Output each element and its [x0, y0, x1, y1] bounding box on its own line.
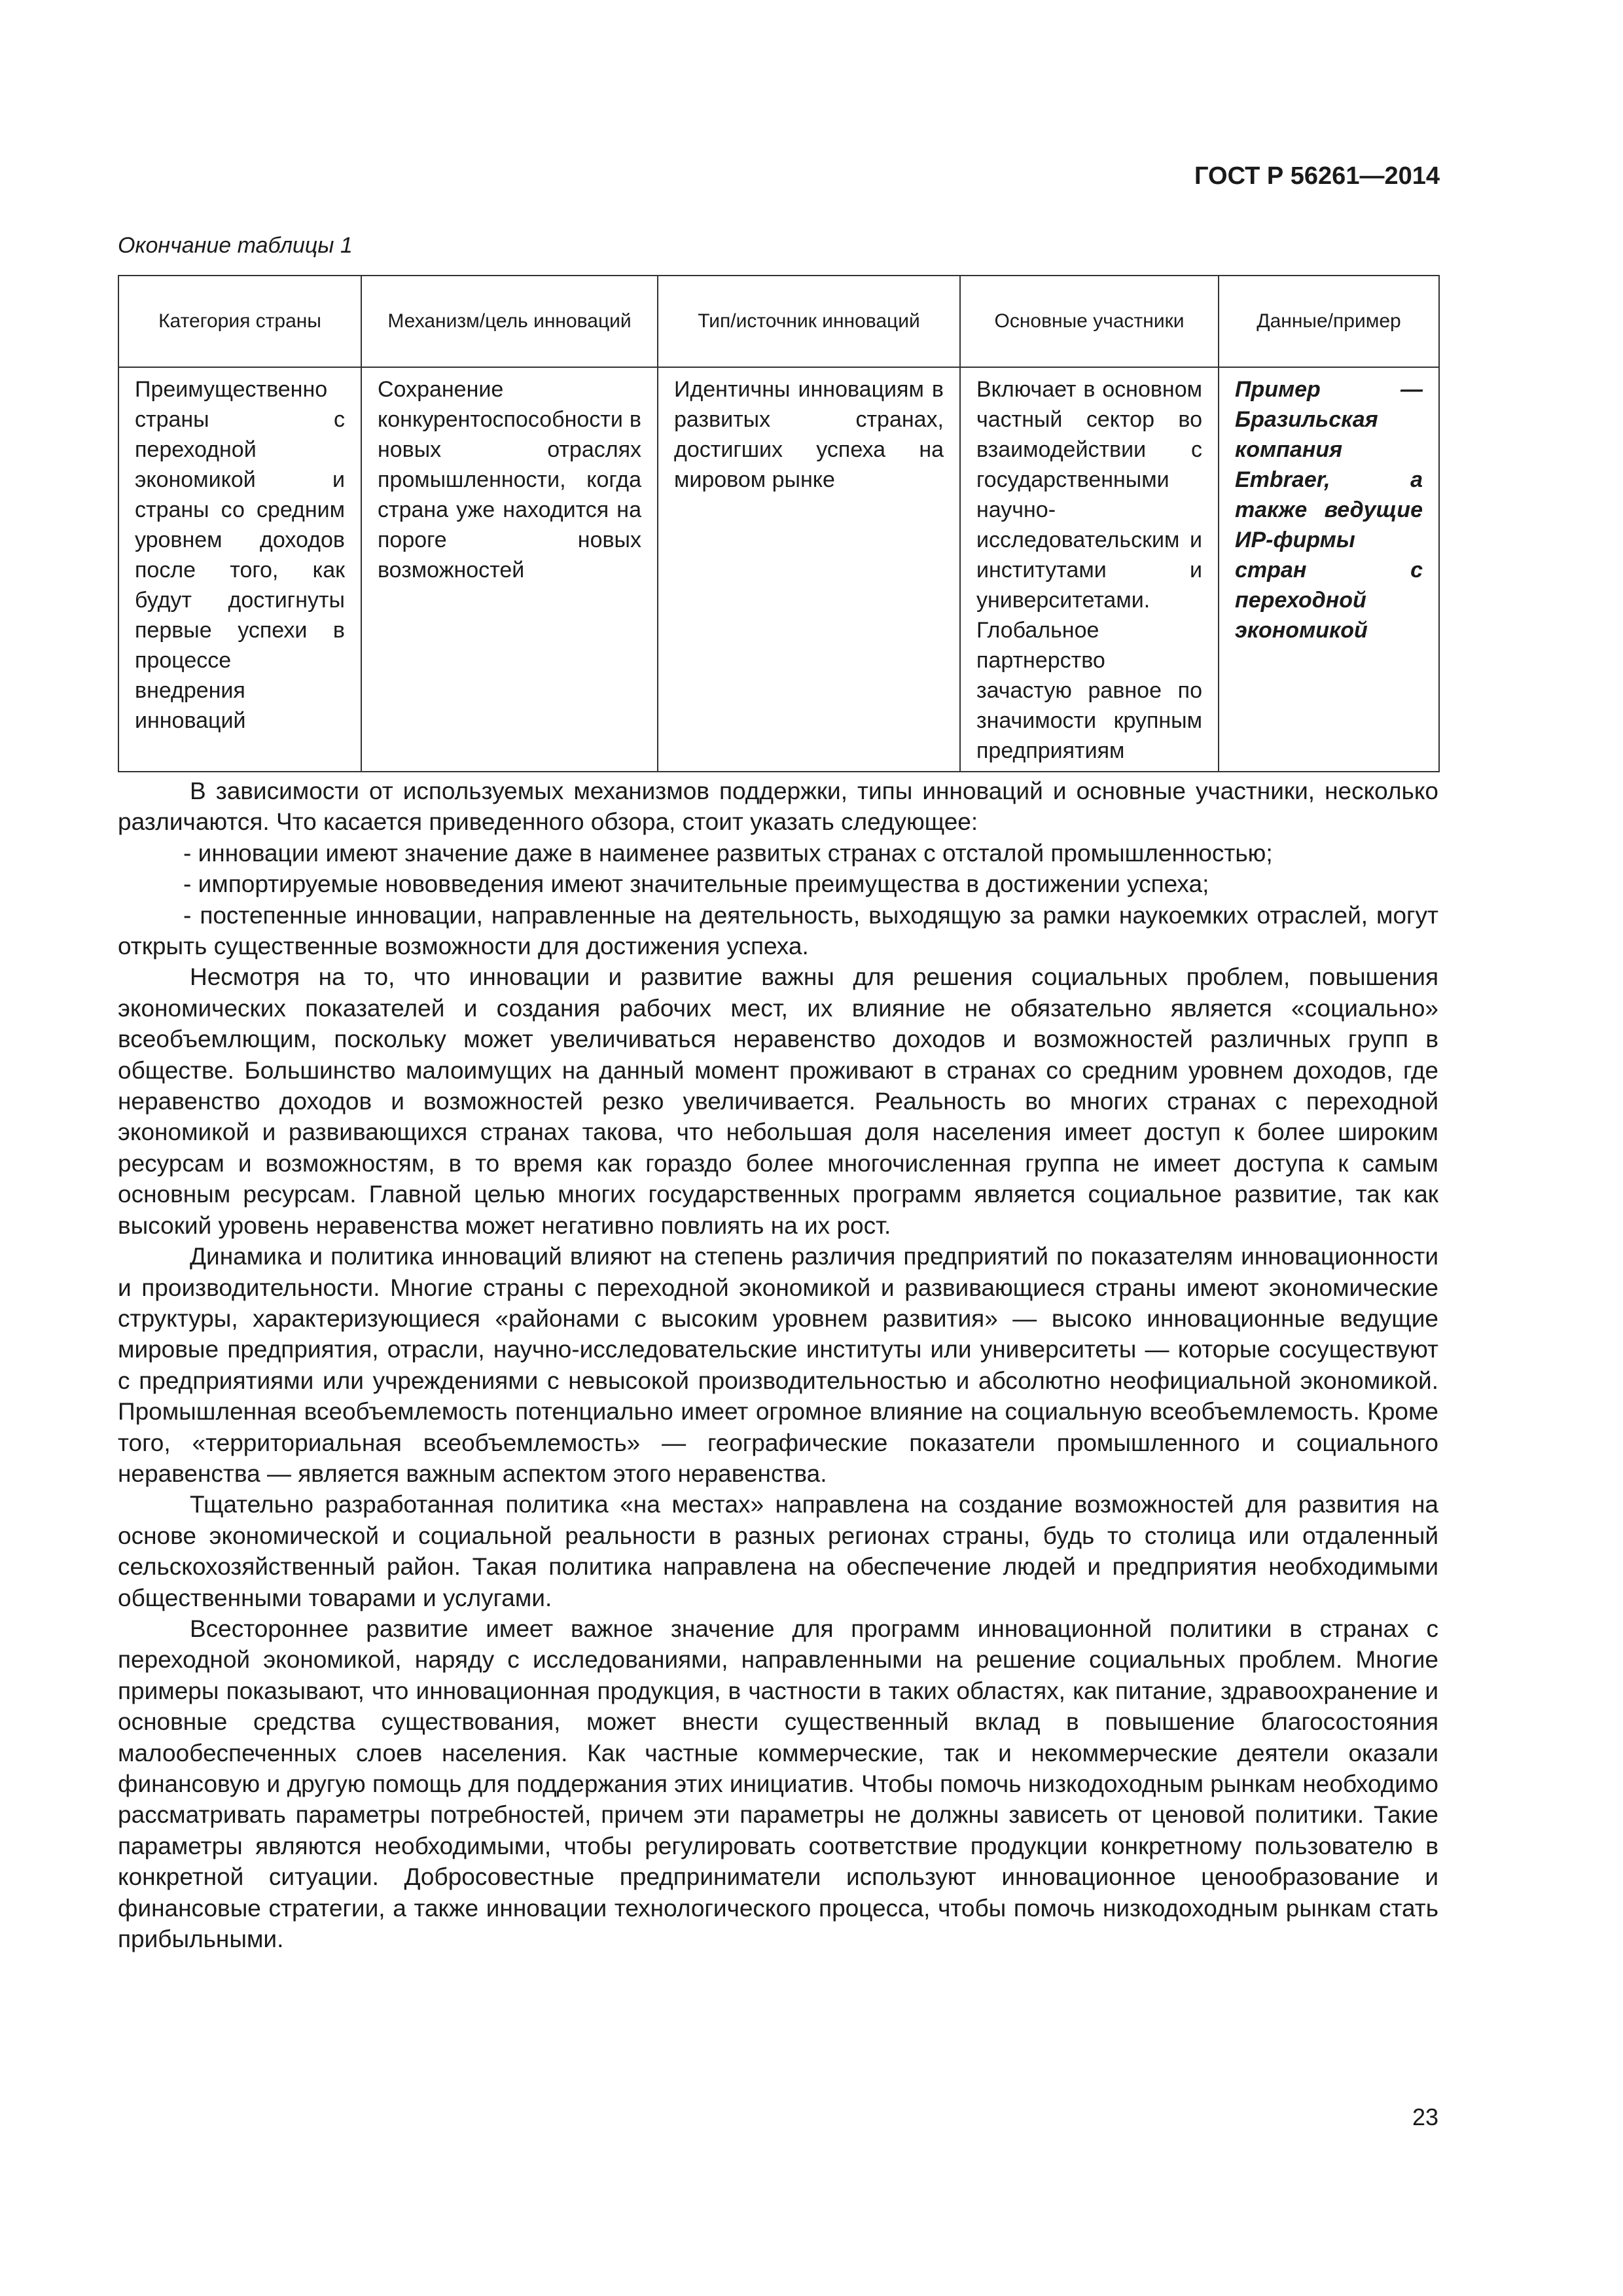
- cell-source: Идентичны инновациям в развитых странах, достигших успеха на мировом рынке: [658, 367, 960, 772]
- table-1: [118, 275, 1440, 772]
- list-item: - инновации имеют значение даже в наименее развитых странах с отсталой промышленностью;: [183, 839, 1273, 867]
- column-header-mechanism: Механизм/цель инноваций: [361, 276, 658, 367]
- paragraph-dynamics: Динамика и политика инноваций влияют на степень различия предприятий по показателям инновационности и производительности. Многие страны с переходной экономикой и развивающиеся страны имеют экономические структуры, характеризующиеся «районами с высоким уровнем развития» — высоко инновационные ведущие мировые предприятия, отрасли, научно-исследовательские институты или университеты — которые сосуществуют с предприятиями или учреждениями с невысокой производительностью и абсолютно неофициальной экономикой. Промышленная всеобъемлемость потенциально имеет огромное влияние на социальную всеобъемлемость. Кроме того, «территориальная всеобъемлемость» — географические показатели промышленного и социального неравенства — является важным аспектом этого неравенства.: [118, 1243, 1438, 1487]
- column-header-example: Данные/пример: [1219, 276, 1439, 367]
- standard-designation: ГОСТ Р 56261—2014: [1194, 162, 1440, 190]
- cell-example: Пример — Бразильская компания Embraer, а также ведущие ИР-фирмы стран с переходной экономикой: [1219, 367, 1439, 772]
- cell-country-category: Преимущественно страны с переходной экономикой и страны со средним уровнем доходов после того, как будут достигнуты первые успехи в процессе внедрения инноваций: [118, 367, 361, 772]
- column-header-participants: Основные участники: [960, 276, 1219, 367]
- table-row: [118, 367, 1439, 772]
- page-number: 23: [1412, 2104, 1438, 2130]
- table-header-row: [118, 276, 1439, 367]
- list-item: - импортируемые нововведения имеют значительные преимущества в достижении успеха;: [183, 870, 1209, 898]
- column-header-source: Тип/источник инноваций: [658, 276, 960, 367]
- paragraph-inclusive-development: Всестороннее развитие имеет важное значение для программ инновационной политики в странах с переходной экономикой, наряду с исследованиями, направленными на решение социальных проблем. Многие примеры показывают, что инновационная продукция, в частности в таких областях, как питание, здравоохранение и основные средства существования, может внести существенный вклад в повышение благосостояния малообеспеченных слоев населения. Как частные коммерческие, так и некоммерческие деятели оказали финансовую и другую помощь для поддержания этих инициатив. Чтобы помочь низкодоходным рынкам необходимо рассматривать параметры потребностей, причем эти параметры не должны зависеть от ценовой политики. Такие параметры являются необходимыми, чтобы регулировать соответствие продукции конкретному пользователю в конкретной ситуации. Добросовестные предприниматели используют инновационное ценообразование и финансовые стратегии, а также инновации технологического процесса, чтобы помочь низкодоходным рынкам стать прибыльными.: [118, 1615, 1438, 1953]
- body-text: [118, 776, 1438, 1954]
- cell-participants: Включает в основном частный сектор во взаимодействии с государственными научно-исследовательским и институтами и университетами. Глобальное партнерство зачастую равное по значимости крупным предприятиям: [960, 367, 1219, 772]
- intro-paragraph: В зависимости от используемых механизмов поддержки, типы инноваций и основные участники, несколько различаются. Что касается приведенного обзора, стоит указать следующее:: [118, 778, 1438, 836]
- table-caption: Окончание таблицы 1: [118, 233, 353, 258]
- paragraph-local-policy: Тщательно разработанная политика «на местах» направлена на создание возможностей для развития на основе экономической и социальной реальности в разных регионах страны, будь то столица или отдаленный сельскохозяйственный район. Такая политика направлена на обеспечение людей и предприятия необходимыми общественными товарами и услугами.: [118, 1491, 1438, 1611]
- paragraph-inequality: Несмотря на то, что инновации и развитие важны для решения социальных проблем, повышения экономических показателей и создания рабочих мест, их влияние не обязательно является «социально» всеобъемлющим, поскольку может увеличиваться неравенство доходов и возможностей различных групп в обществе. Большинство малоимущих на данный момент проживают в странах со средним уровнем доходов, где неравенство доходов и возможностей резко увеличивается. Реальность во многих странах с переходной экономикой и развивающихся странах такова, что небольшая доля населения имеет доступ к более широким ресурсам и возможностям, в то время как гораздо более многочисленная группа не имеет доступа к самым основным ресурсам. Главной целью многих государственных программ является социальное развитие, так как высокий уровень неравенства может негативно повлиять на их рост.: [118, 963, 1438, 1239]
- list-item: - постепенные инновации, направленные на деятельность, выходящую за рамки наукоемких отраслей, могут открыть существенные возможности для достижения успеха.: [118, 901, 1438, 960]
- cell-mechanism: Сохранение конкурентоспособности в новых отраслях промышленности, когда страна уже находится на пороге новых возможностей: [361, 367, 658, 772]
- column-header-country-category: Категория страны: [118, 276, 361, 367]
